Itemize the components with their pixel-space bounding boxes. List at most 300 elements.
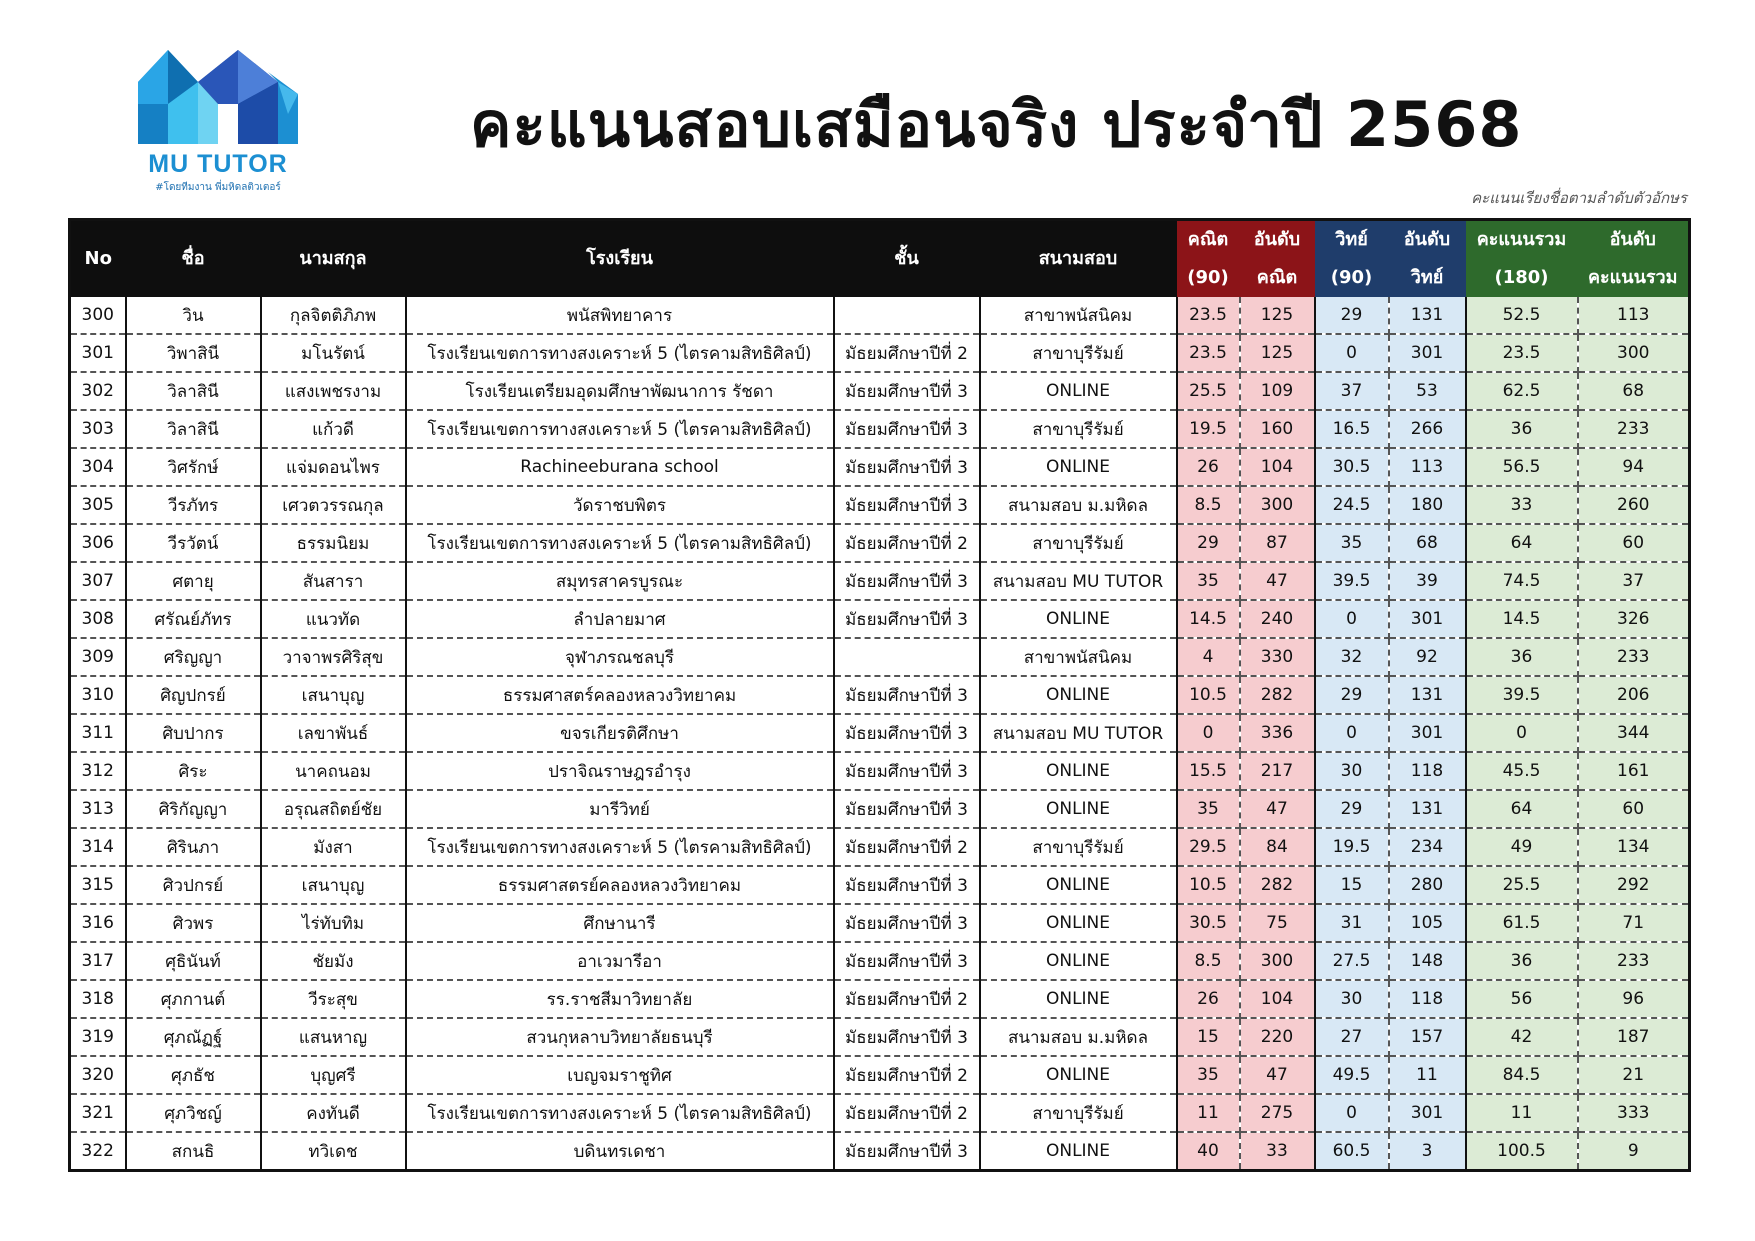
cell-grade: มัธยมศึกษาปีที่ 2 (834, 1094, 980, 1132)
cell-sci: 0 (1315, 1094, 1389, 1132)
cell-sci: 31 (1315, 904, 1389, 942)
table-row (70, 866, 1690, 904)
cell-math-rank: 47 (1240, 562, 1315, 600)
cell-venue: สาขาบุรีรัมย์ (980, 828, 1177, 866)
cell-total-rank: 68 (1578, 372, 1690, 410)
cell-sci-rank: 180 (1389, 486, 1466, 524)
cell-sci: 19.5 (1315, 828, 1389, 866)
cell-school: โรงเรียนเขตการทางสงเคราะห์ 5 (ไตรคามสิทธิศิลป์) (406, 828, 834, 866)
cell-math-rank: 125 (1240, 297, 1315, 334)
cell-total-rank: 9 (1578, 1132, 1690, 1171)
cell-venue: ONLINE (980, 676, 1177, 714)
cell-no: 307 (70, 562, 126, 600)
cell-name: ศตายุ (126, 562, 261, 600)
cell-math-rank: 300 (1240, 486, 1315, 524)
cell-total: 100.5 (1466, 1132, 1578, 1171)
cell-venue: ONLINE (980, 866, 1177, 904)
cell-sci: 29 (1315, 676, 1389, 714)
cell-grade: มัธยมศึกษาปีที่ 3 (834, 486, 980, 524)
cell-math: 14.5 (1177, 600, 1240, 638)
cell-grade: มัธยมศึกษาปีที่ 3 (834, 752, 980, 790)
cell-school: ศึกษานารี (406, 904, 834, 942)
header-name: ชื่อ (126, 220, 261, 298)
cell-name: วีรวัตน์ (126, 524, 261, 562)
cell-surname: แนวทัด (261, 600, 406, 638)
cell-name: วีรภัทร (126, 486, 261, 524)
cell-surname: วีระสุข (261, 980, 406, 1018)
cell-grade: มัธยมศึกษาปีที่ 3 (834, 562, 980, 600)
header-grade: ชั้น (834, 220, 980, 298)
cell-surname: มโนรัตน์ (261, 334, 406, 372)
cell-sci: 30 (1315, 752, 1389, 790)
cell-sci-rank: 301 (1389, 600, 1466, 638)
cell-name: ศรัณย์ภัทร (126, 600, 261, 638)
cell-grade: มัธยมศึกษาปีที่ 3 (834, 600, 980, 638)
logo-mark-icon (138, 44, 298, 150)
cell-total-rank: 96 (1578, 980, 1690, 1018)
cell-name: ศริญญา (126, 638, 261, 676)
cell-grade: มัธยมศึกษาปีที่ 3 (834, 866, 980, 904)
cell-total-rank: 260 (1578, 486, 1690, 524)
cell-grade: มัธยมศึกษาปีที่ 3 (834, 372, 980, 410)
cell-surname: แก้วดี (261, 410, 406, 448)
cell-no: 321 (70, 1094, 126, 1132)
cell-total: 36 (1466, 638, 1578, 676)
cell-math-rank: 47 (1240, 1056, 1315, 1094)
cell-surname: อรุณสถิตย์ชัย (261, 790, 406, 828)
cell-school: พนัสพิทยาคาร (406, 297, 834, 334)
cell-surname: แสนหาญ (261, 1018, 406, 1056)
cell-total: 33 (1466, 486, 1578, 524)
cell-math: 15 (1177, 1018, 1240, 1056)
cell-math: 29 (1177, 524, 1240, 562)
cell-math-rank: 275 (1240, 1094, 1315, 1132)
header-math-rank: อันดับ (1240, 220, 1315, 260)
table-row (70, 828, 1690, 866)
cell-venue: สนามสอบ ม.มหิดล (980, 486, 1177, 524)
cell-venue: สาขาบุรีรัมย์ (980, 410, 1177, 448)
cell-name: ศิญปกรย์ (126, 676, 261, 714)
cell-total-rank: 326 (1578, 600, 1690, 638)
cell-sci-rank: 234 (1389, 828, 1466, 866)
cell-no: 300 (70, 297, 126, 334)
cell-venue: สาขาบุรีรัมย์ (980, 1094, 1177, 1132)
cell-school: โรงเรียนเขตการทางสงเคราะห์ 5 (ไตรคามสิทธิศิลป์) (406, 524, 834, 562)
cell-school: สมุทรสาครบูรณะ (406, 562, 834, 600)
cell-name: วิศรักษ์ (126, 448, 261, 486)
cell-math-rank: 33 (1240, 1132, 1315, 1171)
table-row (70, 486, 1690, 524)
cell-sci: 0 (1315, 600, 1389, 638)
sort-note: คะแนนเรียงชื่อตามลำดับตัวอักษร (1471, 189, 1687, 207)
table-row (70, 1018, 1690, 1056)
cell-total: 49 (1466, 828, 1578, 866)
cell-school: โรงเรียนเขตการทางสงเคราะห์ 5 (ไตรคามสิทธิศิลป์) (406, 410, 834, 448)
cell-total: 14.5 (1466, 600, 1578, 638)
header-surname: นามสกุล (261, 220, 406, 298)
cell-name: ศุธินันท์ (126, 942, 261, 980)
cell-no: 320 (70, 1056, 126, 1094)
table-row (70, 562, 1690, 600)
cell-surname: กุลจิตติภิภพ (261, 297, 406, 334)
cell-no: 317 (70, 942, 126, 980)
cell-surname: เสนาบุญ (261, 676, 406, 714)
logo-tagline: #โดยทีมงาน พี่มหิดลติวเตอร์ (155, 182, 281, 193)
table-row (70, 1094, 1690, 1132)
cell-sci: 15 (1315, 866, 1389, 904)
cell-total-rank: 187 (1578, 1018, 1690, 1056)
cell-math: 40 (1177, 1132, 1240, 1171)
cell-total: 36 (1466, 942, 1578, 980)
cell-surname: ธรรมนิยม (261, 524, 406, 562)
cell-sci: 29 (1315, 297, 1389, 334)
cell-no: 319 (70, 1018, 126, 1056)
cell-grade: มัธยมศึกษาปีที่ 3 (834, 410, 980, 448)
cell-name: ศิริกัญญา (126, 790, 261, 828)
cell-sci: 49.5 (1315, 1056, 1389, 1094)
cell-grade (834, 297, 980, 334)
header-venue: สนามสอบ (980, 220, 1177, 298)
cell-math-rank: 87 (1240, 524, 1315, 562)
cell-total-rank: 21 (1578, 1056, 1690, 1094)
header-math: คณิต (1177, 220, 1240, 260)
cell-total: 62.5 (1466, 372, 1578, 410)
table-row (70, 942, 1690, 980)
cell-math-rank: 75 (1240, 904, 1315, 942)
cell-no: 302 (70, 372, 126, 410)
cell-venue: ONLINE (980, 1056, 1177, 1094)
cell-math: 35 (1177, 562, 1240, 600)
cell-name: ศุภกานต์ (126, 980, 261, 1018)
cell-total: 25.5 (1466, 866, 1578, 904)
cell-math: 23.5 (1177, 297, 1240, 334)
cell-grade (834, 638, 980, 676)
cell-sci-rank: 280 (1389, 866, 1466, 904)
cell-math: 26 (1177, 448, 1240, 486)
cell-surname: เลขาพันธ์ (261, 714, 406, 752)
cell-total-rank: 206 (1578, 676, 1690, 714)
cell-sci: 30 (1315, 980, 1389, 1018)
cell-name: ศิระ (126, 752, 261, 790)
header-school: โรงเรียน (406, 220, 834, 298)
table-row (70, 297, 1690, 334)
cell-venue: ONLINE (980, 600, 1177, 638)
table-row (70, 524, 1690, 562)
cell-math: 0 (1177, 714, 1240, 752)
cell-school: ธรรมศาสตรย์คลองหลวงวิทยาคม (406, 866, 834, 904)
cell-no: 304 (70, 448, 126, 486)
table-row (70, 334, 1690, 372)
cell-math-rank: 300 (1240, 942, 1315, 980)
cell-name: ศิรินภา (126, 828, 261, 866)
cell-no: 314 (70, 828, 126, 866)
cell-grade: มัธยมศึกษาปีที่ 3 (834, 942, 980, 980)
cell-math: 11 (1177, 1094, 1240, 1132)
cell-name: วิลาสินี (126, 372, 261, 410)
cell-surname: ชัยมัง (261, 942, 406, 980)
cell-math: 25.5 (1177, 372, 1240, 410)
cell-venue: ONLINE (980, 448, 1177, 486)
table-row (70, 752, 1690, 790)
table-row (70, 1132, 1690, 1171)
cell-total-rank: 233 (1578, 942, 1690, 980)
cell-no: 306 (70, 524, 126, 562)
cell-sci-rank: 118 (1389, 752, 1466, 790)
cell-total: 45.5 (1466, 752, 1578, 790)
cell-surname: มังสา (261, 828, 406, 866)
table-row (70, 714, 1690, 752)
cell-math: 8.5 (1177, 486, 1240, 524)
cell-venue: สาขาบุรีรัมย์ (980, 334, 1177, 372)
cell-surname: แจ่มดอนไพร (261, 448, 406, 486)
cell-math-rank: 47 (1240, 790, 1315, 828)
cell-grade: มัธยมศึกษาปีที่ 2 (834, 334, 980, 372)
cell-name: ศิวปกรย์ (126, 866, 261, 904)
cell-total: 56.5 (1466, 448, 1578, 486)
cell-school: สวนกุหลาบวิทยาลัยธนบุรี (406, 1018, 834, 1056)
header-row-top (70, 220, 1690, 260)
cell-sci-rank: 301 (1389, 714, 1466, 752)
table-row (70, 410, 1690, 448)
header-math-rank-sub: คณิต (1240, 259, 1315, 297)
cell-math-rank: 240 (1240, 600, 1315, 638)
header-total-rank: อันดับ (1578, 220, 1690, 260)
cell-math: 23.5 (1177, 334, 1240, 372)
header-sci-max: (90) (1315, 259, 1389, 297)
cell-no: 310 (70, 676, 126, 714)
cell-total-rank: 344 (1578, 714, 1690, 752)
cell-grade: มัธยมศึกษาปีที่ 3 (834, 448, 980, 486)
cell-grade: มัธยมศึกษาปีที่ 2 (834, 1056, 980, 1094)
cell-sci-rank: 53 (1389, 372, 1466, 410)
header-sci-rank: อันดับ (1389, 220, 1466, 260)
table-row (70, 372, 1690, 410)
cell-surname: บุญศรี (261, 1056, 406, 1094)
cell-math-rank: 217 (1240, 752, 1315, 790)
cell-school: ขจรเกียรติศึกษา (406, 714, 834, 752)
cell-math: 10.5 (1177, 866, 1240, 904)
cell-name: วิพาสินี (126, 334, 261, 372)
cell-grade: มัธยมศึกษาปีที่ 3 (834, 1018, 980, 1056)
cell-math: 29.5 (1177, 828, 1240, 866)
cell-name: ศุภณัฏฐ์ (126, 1018, 261, 1056)
cell-math: 15.5 (1177, 752, 1240, 790)
cell-sci-rank: 118 (1389, 980, 1466, 1018)
cell-total-rank: 292 (1578, 866, 1690, 904)
cell-venue: สนามสอบ ม.มหิดล (980, 1018, 1177, 1056)
cell-math-rank: 160 (1240, 410, 1315, 448)
cell-name: วิลาสินี (126, 410, 261, 448)
scores-table (68, 218, 1691, 1172)
header-sci-rank-sub: วิทย์ (1389, 259, 1466, 297)
cell-sci: 29 (1315, 790, 1389, 828)
cell-total: 84.5 (1466, 1056, 1578, 1094)
page-title: คะแนนสอบเสมือนจริง ประจำปี 2568 (470, 88, 1523, 161)
cell-sci-rank: 148 (1389, 942, 1466, 980)
cell-venue: ONLINE (980, 790, 1177, 828)
cell-name: สกนธิ (126, 1132, 261, 1171)
cell-sci-rank: 68 (1389, 524, 1466, 562)
cell-school: โรงเรียนเตรียมอุดมศึกษาพัฒนาการ รัชดา (406, 372, 834, 410)
cell-school: เบญจมราชูทิศ (406, 1056, 834, 1094)
cell-venue: สาขาพนัสนิคม (980, 297, 1177, 334)
cell-surname: ทวิเดช (261, 1132, 406, 1171)
header-total-rank-sub: คะแนนรวม (1578, 259, 1690, 297)
cell-math-rank: 104 (1240, 980, 1315, 1018)
cell-sci-rank: 131 (1389, 676, 1466, 714)
table-row (70, 980, 1690, 1018)
table-row (70, 676, 1690, 714)
cell-no: 315 (70, 866, 126, 904)
cell-school: Rachineeburana school (406, 448, 834, 486)
cell-name: ศุภวิชญ์ (126, 1094, 261, 1132)
cell-no: 311 (70, 714, 126, 752)
table-row (70, 1056, 1690, 1094)
cell-grade: มัธยมศึกษาปีที่ 3 (834, 790, 980, 828)
cell-venue: ONLINE (980, 904, 1177, 942)
cell-grade: มัธยมศึกษาปีที่ 2 (834, 828, 980, 866)
cell-math-rank: 109 (1240, 372, 1315, 410)
cell-grade: มัธยมศึกษาปีที่ 2 (834, 524, 980, 562)
cell-surname: ไร่ทับทิม (261, 904, 406, 942)
cell-no: 309 (70, 638, 126, 676)
cell-venue: ONLINE (980, 980, 1177, 1018)
cell-name: ศิบปากร (126, 714, 261, 752)
cell-sci: 37 (1315, 372, 1389, 410)
cell-math-rank: 282 (1240, 676, 1315, 714)
cell-sci: 0 (1315, 714, 1389, 752)
cell-sci-rank: 92 (1389, 638, 1466, 676)
cell-math: 35 (1177, 790, 1240, 828)
cell-total-rank: 71 (1578, 904, 1690, 942)
cell-sci: 27 (1315, 1018, 1389, 1056)
cell-sci: 32 (1315, 638, 1389, 676)
cell-venue: ONLINE (980, 372, 1177, 410)
cell-total-rank: 300 (1578, 334, 1690, 372)
cell-no: 303 (70, 410, 126, 448)
cell-total: 56 (1466, 980, 1578, 1018)
cell-total: 0 (1466, 714, 1578, 752)
cell-total-rank: 113 (1578, 297, 1690, 334)
cell-no: 305 (70, 486, 126, 524)
cell-sci: 35 (1315, 524, 1389, 562)
cell-math-rank: 125 (1240, 334, 1315, 372)
cell-no: 308 (70, 600, 126, 638)
cell-sci-rank: 11 (1389, 1056, 1466, 1094)
cell-sci: 0 (1315, 334, 1389, 372)
cell-total: 74.5 (1466, 562, 1578, 600)
cell-surname: สันสารา (261, 562, 406, 600)
table-row (70, 638, 1690, 676)
table-row (70, 600, 1690, 638)
cell-total-rank: 60 (1578, 524, 1690, 562)
cell-total: 64 (1466, 524, 1578, 562)
cell-math: 26 (1177, 980, 1240, 1018)
table-row (70, 448, 1690, 486)
cell-math-rank: 330 (1240, 638, 1315, 676)
cell-total: 64 (1466, 790, 1578, 828)
cell-no: 312 (70, 752, 126, 790)
cell-sci-rank: 301 (1389, 334, 1466, 372)
cell-total-rank: 94 (1578, 448, 1690, 486)
cell-school: ลำปลายมาศ (406, 600, 834, 638)
cell-total: 39.5 (1466, 676, 1578, 714)
cell-school: โรงเรียนเขตการทางสงเคราะห์ 5 (ไตรคามสิทธิศิลป์) (406, 334, 834, 372)
cell-sci: 60.5 (1315, 1132, 1389, 1171)
cell-total: 42 (1466, 1018, 1578, 1056)
cell-total: 36 (1466, 410, 1578, 448)
cell-venue: ONLINE (980, 942, 1177, 980)
cell-sci-rank: 157 (1389, 1018, 1466, 1056)
cell-no: 301 (70, 334, 126, 372)
cell-math-rank: 336 (1240, 714, 1315, 752)
cell-venue: ONLINE (980, 752, 1177, 790)
cell-school: วัดราชบพิตร (406, 486, 834, 524)
cell-total-rank: 161 (1578, 752, 1690, 790)
cell-venue: สาขาพนัสนิคม (980, 638, 1177, 676)
header-total-max: (180) (1466, 259, 1578, 297)
cell-sci-rank: 3 (1389, 1132, 1466, 1171)
cell-sci-rank: 113 (1389, 448, 1466, 486)
cell-total-rank: 37 (1578, 562, 1690, 600)
cell-sci: 24.5 (1315, 486, 1389, 524)
logo-wordmark: MU TUTOR (148, 150, 288, 178)
cell-math: 19.5 (1177, 410, 1240, 448)
cell-sci: 39.5 (1315, 562, 1389, 600)
cell-no: 318 (70, 980, 126, 1018)
cell-name: วิน (126, 297, 261, 334)
cell-venue: สนามสอบ MU TUTOR (980, 714, 1177, 752)
cell-no: 316 (70, 904, 126, 942)
cell-surname: คงทันดี (261, 1094, 406, 1132)
header-no: No (70, 220, 126, 298)
cell-sci-rank: 105 (1389, 904, 1466, 942)
cell-total: 61.5 (1466, 904, 1578, 942)
cell-sci: 30.5 (1315, 448, 1389, 486)
cell-sci: 27.5 (1315, 942, 1389, 980)
cell-sci-rank: 131 (1389, 297, 1466, 334)
cell-sci-rank: 266 (1389, 410, 1466, 448)
cell-total: 11 (1466, 1094, 1578, 1132)
cell-total: 23.5 (1466, 334, 1578, 372)
cell-school: บดินทรเดชา (406, 1132, 834, 1171)
cell-venue: สนามสอบ MU TUTOR (980, 562, 1177, 600)
cell-total-rank: 233 (1578, 638, 1690, 676)
cell-school: ธรรมศาสตร์คลองหลวงวิทยาคม (406, 676, 834, 714)
cell-surname: เสนาบุญ (261, 866, 406, 904)
cell-venue: ONLINE (980, 1132, 1177, 1171)
cell-school: อาเวมารีอา (406, 942, 834, 980)
cell-sci-rank: 301 (1389, 1094, 1466, 1132)
cell-total-rank: 134 (1578, 828, 1690, 866)
cell-math: 8.5 (1177, 942, 1240, 980)
cell-no: 313 (70, 790, 126, 828)
cell-sci-rank: 131 (1389, 790, 1466, 828)
cell-sci-rank: 39 (1389, 562, 1466, 600)
cell-math: 30.5 (1177, 904, 1240, 942)
cell-venue: สาขาบุรีรัมย์ (980, 524, 1177, 562)
cell-grade: มัธยมศึกษาปีที่ 2 (834, 980, 980, 1018)
cell-name: ศิวพร (126, 904, 261, 942)
cell-sci: 16.5 (1315, 410, 1389, 448)
table-row (70, 904, 1690, 942)
cell-math-rank: 220 (1240, 1018, 1315, 1056)
cell-school: จุฬาภรณชลบุรี (406, 638, 834, 676)
cell-grade: มัธยมศึกษาปีที่ 3 (834, 676, 980, 714)
mu-tutor-logo (138, 44, 298, 194)
cell-total: 52.5 (1466, 297, 1578, 334)
cell-school: รร.ราชสีมาวิทยาลัย (406, 980, 834, 1018)
